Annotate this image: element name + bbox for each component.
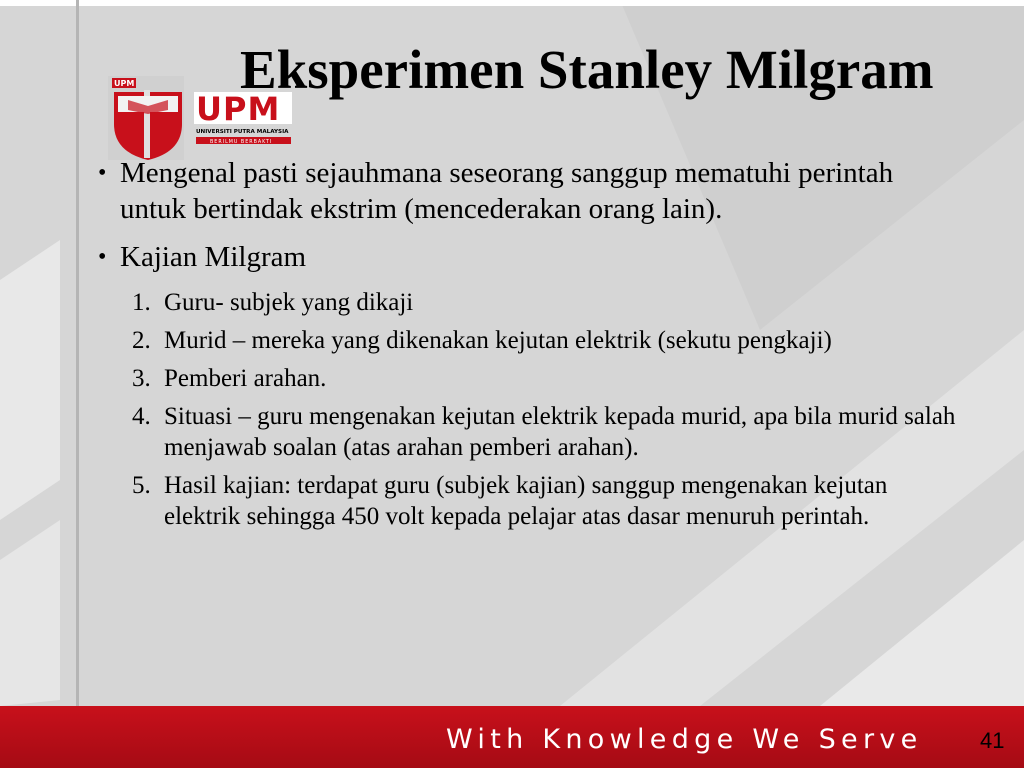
item-text: Situasi – guru mengenakan kejutan elektrik kepada murid, apa bila murid salah menjawab soalan (atas arahan pemberi arahan). [164, 403, 956, 461]
item-text: Guru- subjek yang dikaji [164, 289, 414, 316]
slide-title: Eksperimen Stanley Milgram [240, 39, 934, 100]
bullet-text: Mengenal pasti sejauhmana seseorang sanggup mematuhi perintah untuk bertindak ekstrim (mencederakan orang lain). [120, 157, 894, 225]
bullet-item [80, 155, 960, 227]
item-text: Pemberi arahan. [164, 365, 327, 392]
logo-motto: BERILMU BERBAKTI [210, 140, 273, 145]
item-text: Murid – mereka yang dikenakan kejutan elektrik (sekutu pengkaji) [164, 327, 832, 354]
bullet-text: Kajian Milgram [120, 241, 307, 273]
item-number: 4. [132, 403, 151, 430]
footer-bar [0, 706, 1024, 768]
logo-shield-text: UPM [114, 79, 135, 88]
bullet-item [80, 239, 960, 275]
numbered-item [80, 287, 960, 318]
item-number: 1. [132, 289, 151, 316]
bullet-symbol: • [98, 160, 107, 186]
numbered-item [80, 470, 960, 532]
item-number: 3. [132, 365, 151, 392]
numbered-item [80, 325, 960, 356]
footer-slogan: With Knowledge We Serve [446, 724, 923, 755]
item-number: 2. [132, 327, 151, 354]
numbered-item [80, 401, 960, 463]
item-number: 5. [132, 472, 151, 499]
logo-wordmark: UPM [196, 90, 281, 128]
bullet-symbol: • [98, 244, 107, 270]
item-text: Hasil kajian: terdapat guru (subjek kajian) sanggup mengenakan kejutan elektrik sehingga 450 volt kepada pelajar atas dasar menuruh perintah. [164, 472, 888, 530]
logo-university-name: UNIVERSITI PUTRA MALAYSIA [196, 129, 289, 135]
page-number: 41 [980, 730, 1005, 753]
slide-content [80, 155, 960, 539]
numbered-item [80, 363, 960, 394]
